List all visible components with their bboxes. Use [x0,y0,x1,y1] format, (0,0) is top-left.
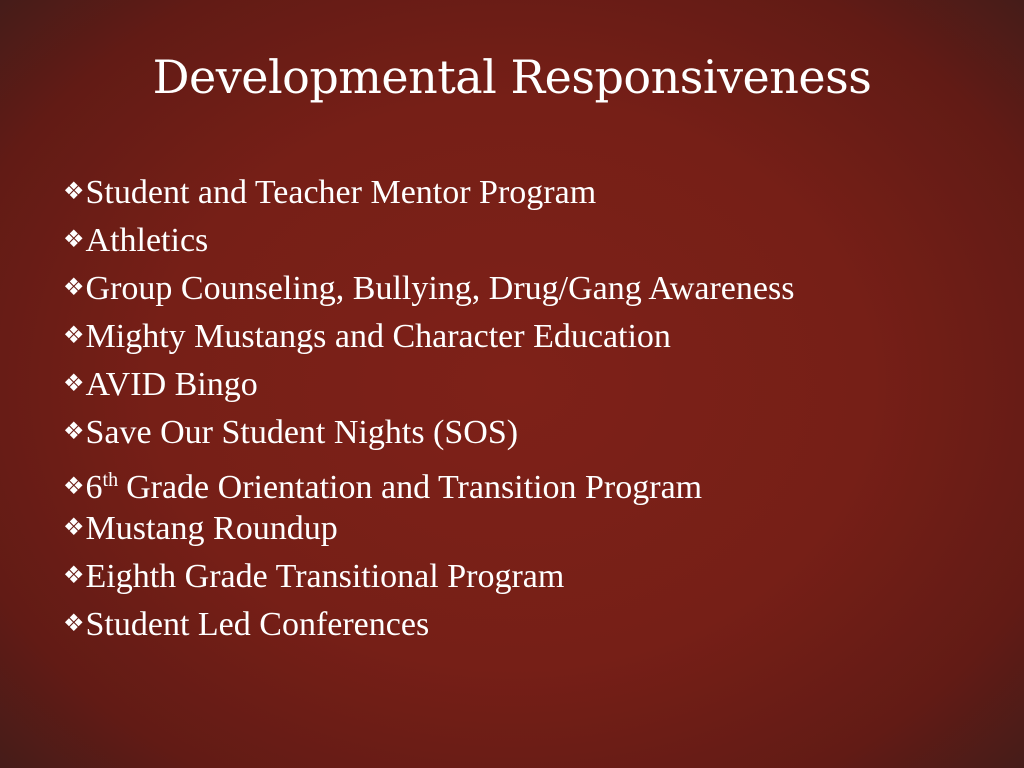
diamond-bullet-icon: ❖ [63,275,85,301]
bullet-text: Student Led Conferences [85,606,430,643]
bullet-text: Save Our Student Nights (SOS) [85,414,519,451]
bullet-item [63,168,794,216]
bullet-text: Student and Teacher Mentor Program [85,174,597,211]
bullet-text: AVID Bingo [85,366,258,403]
diamond-bullet-icon: ❖ [63,515,85,541]
bullet-item [63,504,794,552]
bullet-item [63,552,794,600]
diamond-bullet-icon: ❖ [63,563,85,589]
bullet-text: Grade Orientation and Transition Program [126,469,703,506]
bullet-item [63,360,794,408]
bullet-item [63,408,794,456]
bullet-text: Group Counseling, Bullying, Drug/Gang Awareness [85,270,795,307]
bullet-item [63,264,794,312]
bullet-text: Mustang Roundup [85,510,338,547]
bullet-text: Mighty Mustangs and Character Education [85,318,671,355]
diamond-bullet-icon: ❖ [63,227,85,253]
bullet-item [63,600,794,648]
diamond-bullet-icon: ❖ [63,179,85,205]
bullet-item [63,456,794,504]
bullet-item [63,312,794,360]
bullet-list [63,168,794,648]
grade-number: 6 [85,469,103,506]
diamond-bullet-icon: ❖ [63,611,85,637]
bullet-text: Eighth Grade Transitional Program [85,558,565,595]
diamond-bullet-icon: ❖ [63,371,85,397]
diamond-bullet-icon: ❖ [63,474,85,500]
ordinal-superscript: th [102,469,119,491]
bullet-item [63,216,794,264]
diamond-bullet-icon: ❖ [63,419,85,445]
bullet-text: Athletics [85,222,209,259]
slide-title: Developmental Responsiveness [152,50,872,104]
diamond-bullet-icon: ❖ [63,323,85,349]
